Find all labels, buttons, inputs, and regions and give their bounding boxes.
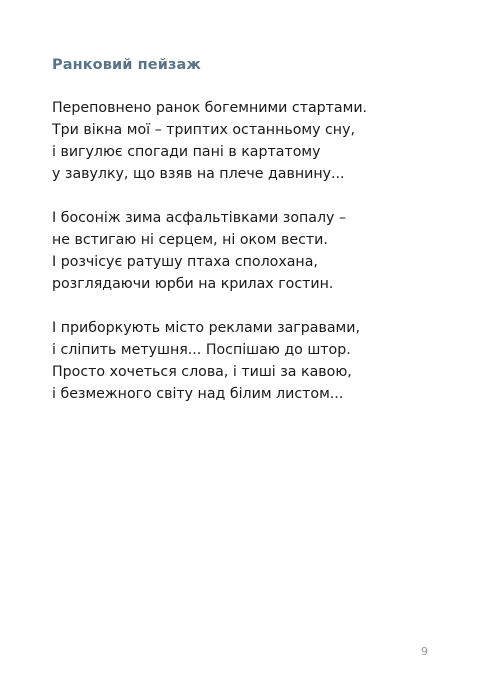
poem-line: І розчісує ратушу птаха сполохана, — [52, 254, 318, 270]
poem-line: Три вікна мої – триптих останньому сну, — [52, 122, 355, 138]
poem-line: і вигулює спогади пані в картатому — [52, 144, 321, 160]
poem-line: не встигаю ні серцем, ні оком вести. — [52, 232, 328, 248]
poem-line: Просто хочеться слова, і тиші за кавою, — [52, 364, 352, 380]
poem-line: і безмежного світу над білим листом... — [52, 386, 344, 402]
poem-line: і сліпить метушня... Поспішаю до штор. — [52, 342, 351, 358]
stanza-3 — [52, 317, 367, 405]
poem-line: Переповнено ранок богемними стартами. — [52, 100, 368, 116]
poem-body — [52, 97, 367, 427]
poem-line: у завулку, що взяв на плече давнину... — [52, 166, 345, 182]
poem-title: Ранковий пейзаж — [52, 57, 201, 73]
stanza-1 — [52, 97, 367, 185]
poem-line: І босоніж зима асфальтівками зопалу – — [52, 210, 347, 226]
poem-line: І приборкують місто реклами загравами, — [52, 320, 360, 336]
page-number: 9 — [421, 645, 428, 658]
stanza-2 — [52, 207, 367, 295]
poem-line: розглядаючи юрби на крилах гостин. — [52, 276, 334, 292]
